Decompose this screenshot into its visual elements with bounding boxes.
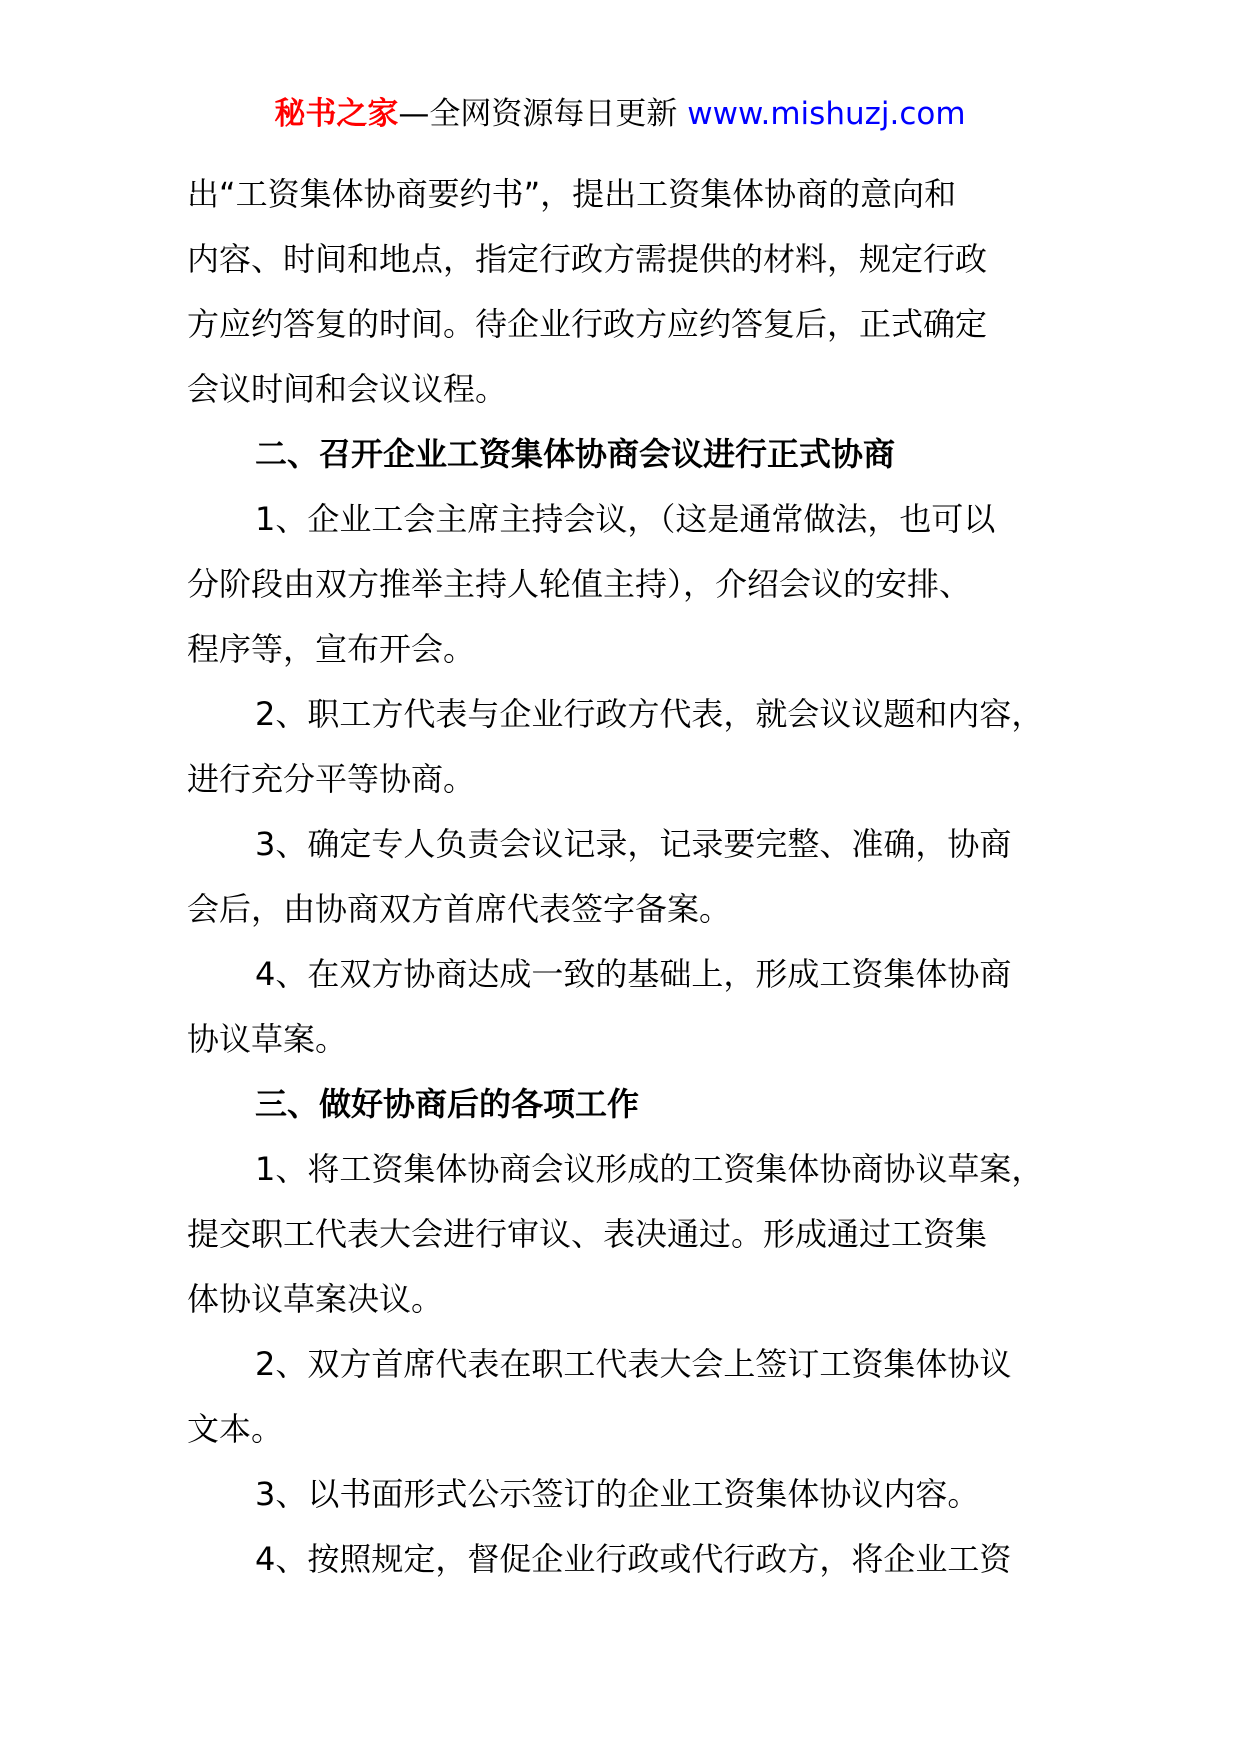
section-heading: 二、召开企业工资集体协商会议进行正式协商 [255,435,896,473]
body-line: 内容、时间和地点，指定行政方需提供的材料，规定行政 [187,240,988,278]
body-line: 3、确定专人负责会议记录，记录要完整、准确，协商 [255,825,1012,863]
body-line: 2、双方首席代表在职工代表大会上签订工资集体协议 [255,1345,1012,1383]
body-line: 提交职工代表大会进行审议、表决通过。形成通过工资集 [187,1215,988,1253]
body-line: 3、以书面形式公示签订的企业工资集体协议内容。 [255,1475,980,1513]
body-line: 出“工资集体协商要约书”，提出工资集体协商的意向和 [187,175,957,213]
header-url: www.mishuzj.com [687,96,966,132]
body-line: 1、企业工会主席主持会议，（这是通常做法，也可以 [255,500,996,538]
body-line: 4、按照规定，督促企业行政或代行政方，将企业工资 [255,1540,1012,1578]
page-header [0,94,1240,134]
body-line: 进行充分平等协商。 [187,760,476,798]
body-line: 2、职工方代表与企业行政方代表，就会议议题和内容， [255,695,1044,733]
body-line: 方应约答复的时间。待企业行政方应约答复后，正式确定 [187,305,988,343]
body-line: 分阶段由双方推举主持人轮值主持），介绍会议的安排、 [187,565,972,603]
body-line: 会议时间和会议议程。 [187,370,508,408]
body-line: 体协议草案决议。 [187,1280,444,1318]
body-line: 程序等，宣布开会。 [187,630,476,668]
body-line: 会后，由协商双方首席代表签字备案。 [187,890,732,928]
body-line: 文本。 [187,1410,284,1448]
header-tagline: —全网资源每日更新 [398,96,688,132]
document-body [187,162,1087,1592]
body-line: 4、在双方协商达成一致的基础上，形成工资集体协商 [255,955,1012,993]
brand-name: 秘书之家 [274,96,399,132]
body-line: 协议草案。 [187,1020,348,1058]
body-line: 1、将工资集体协商会议形成的工资集体协商协议草案， [255,1150,1044,1188]
section-heading: 三、做好协商后的各项工作 [255,1085,640,1123]
